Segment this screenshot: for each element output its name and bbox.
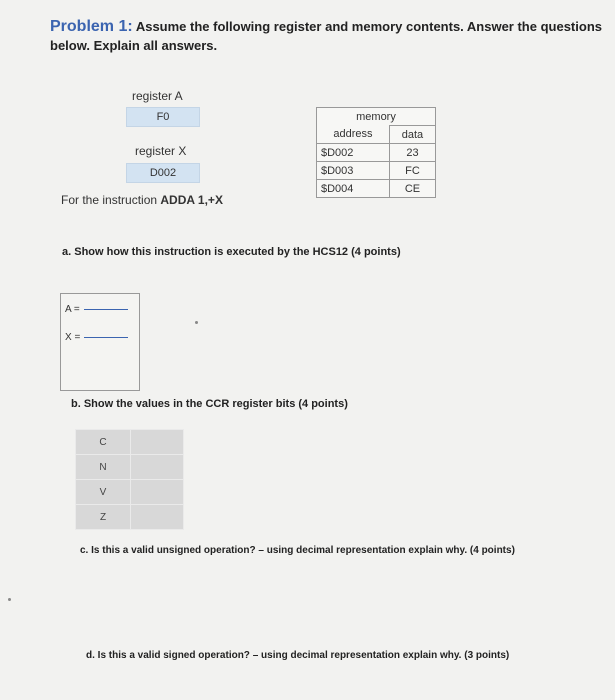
ccr-bit-label: Z xyxy=(76,505,131,530)
memory-table xyxy=(316,107,436,198)
memory-header-data: data xyxy=(389,126,435,144)
answer-a-register-line xyxy=(65,304,128,315)
register-x-label: register X xyxy=(135,144,187,158)
memory-address-cell: $D004 xyxy=(317,180,390,198)
register-a-label: register A xyxy=(132,89,183,103)
table-row xyxy=(76,430,184,455)
answer-box-a[interactable] xyxy=(60,293,140,391)
ccr-bit-value-field[interactable] xyxy=(131,430,184,455)
stray-dot xyxy=(8,598,11,601)
ccr-bit-value-field[interactable] xyxy=(131,455,184,480)
instruction-code: ADDA 1,+X xyxy=(160,193,223,207)
table-row xyxy=(76,480,184,505)
memory-header-address: address xyxy=(317,126,390,144)
ccr-bit-label: V xyxy=(76,480,131,505)
problem-intro-line2: below. Explain all answers. xyxy=(50,38,218,53)
table-row xyxy=(317,180,436,198)
memory-data-cell: 23 xyxy=(389,144,435,162)
ccr-bit-value-field[interactable] xyxy=(131,505,184,530)
question-c: c. Is this a valid unsigned operation? – using decimal representation explain why. (4 points) xyxy=(80,545,515,556)
ccr-table xyxy=(75,429,184,530)
instruction-line xyxy=(61,193,223,207)
memory-title: memory xyxy=(317,108,436,126)
table-row xyxy=(317,144,436,162)
memory-address-cell: $D002 xyxy=(317,144,390,162)
memory-data-cell: FC xyxy=(389,162,435,180)
memory-address-cell: $D003 xyxy=(317,162,390,180)
ccr-bit-label: N xyxy=(76,455,131,480)
ccr-bit-label: C xyxy=(76,430,131,455)
problem-number: Problem 1: xyxy=(50,18,133,35)
table-row xyxy=(76,505,184,530)
problem-heading xyxy=(50,16,615,37)
ccr-bit-value-field[interactable] xyxy=(131,480,184,505)
stray-dot xyxy=(195,321,198,324)
question-b: b. Show the values in the CCR register bits (4 points) xyxy=(71,398,348,410)
question-a: a. Show how this instruction is executed by the HCS12 (4 points) xyxy=(62,246,401,258)
register-a-value: F0 xyxy=(126,107,200,127)
question-d: d. Is this a valid signed operation? – using decimal representation explain why. (3 points) xyxy=(86,650,510,661)
answer-x-register-line xyxy=(65,332,128,343)
register-x-value: D002 xyxy=(126,163,200,183)
answer-x-label: X = xyxy=(65,332,81,343)
answer-a-label: A = xyxy=(65,304,80,315)
table-row xyxy=(76,455,184,480)
table-row xyxy=(317,162,436,180)
problem-intro-line1: Assume the following register and memory contents. Answer the questions xyxy=(135,19,602,34)
instruction-prefix: For the instruction xyxy=(61,193,161,207)
memory-data-cell: CE xyxy=(389,180,435,198)
